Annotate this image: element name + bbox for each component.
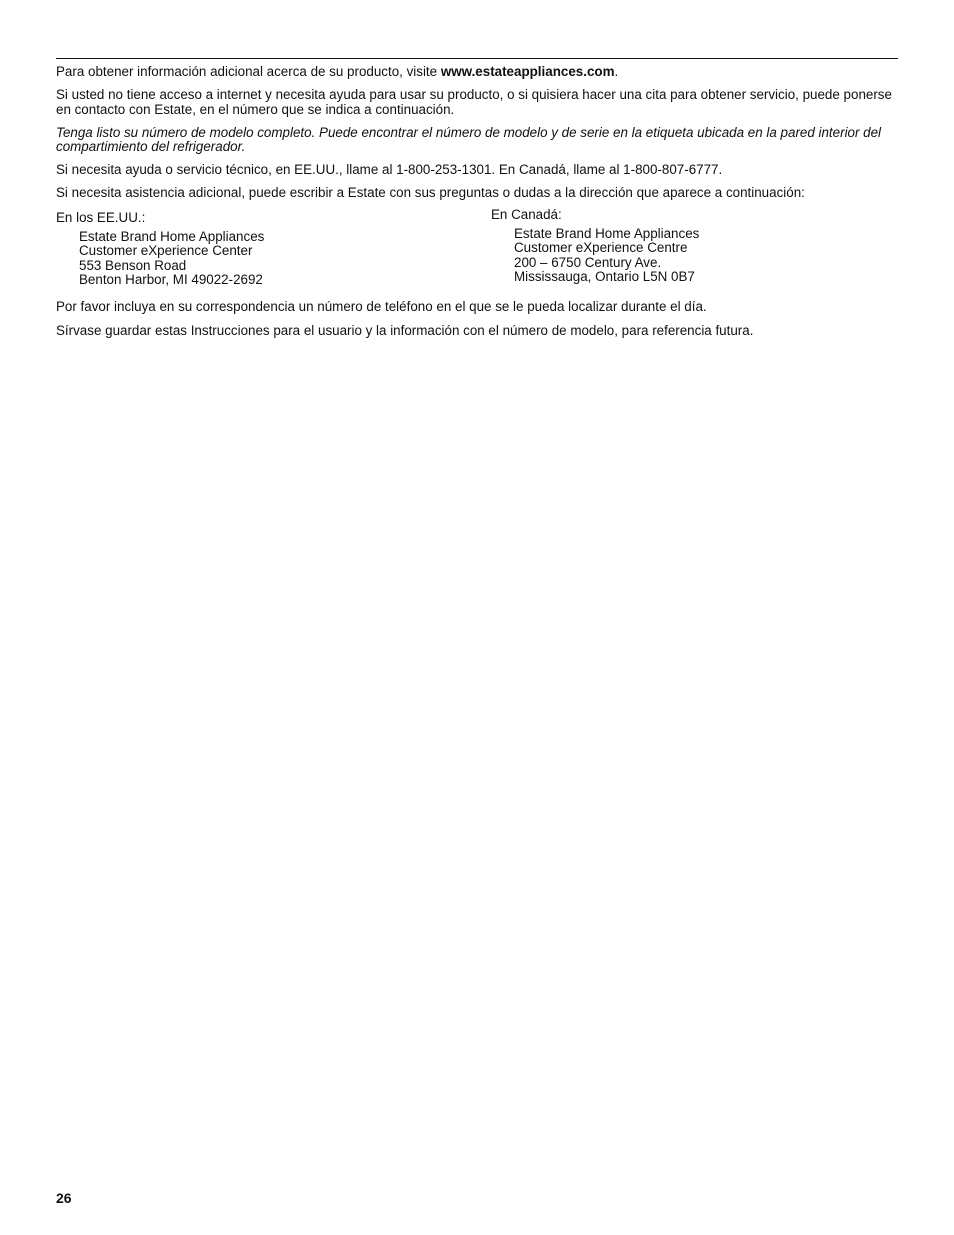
address-canada-line: Mississauga, Ontario L5N 0B7 (514, 269, 695, 285)
no-internet-paragraph: Si usted no tiene acceso a internet y necesita ayuda para usar su producto, o si quisiera hacer una cita para obtener servicio, puede ponerse en contacto con Estate, en el número que se indica a continuación. (56, 87, 892, 117)
address-us-line: Benton Harbor, MI 49022-2692 (79, 272, 263, 288)
save-instructions-paragraph: Sírvase guardar estas Instrucciones para el usuario y la información con el número de modelo, para referencia futura. (56, 322, 754, 338)
address-canada-heading: En Canadá: (491, 207, 562, 223)
intro-prefix: Para obtener información adicional acerca de su producto, visite (56, 64, 441, 79)
address-us-line: 553 Benson Road (79, 257, 187, 273)
address-us-line: Estate Brand Home Appliances (79, 228, 265, 244)
page-content (56, 65, 898, 347)
address-canada-lines (491, 227, 699, 285)
address-canada (491, 208, 699, 285)
address-us-heading: En los EE.UU.: (56, 210, 146, 226)
website-link[interactable]: www.estateappliances.com (440, 64, 615, 79)
write-help-paragraph: Si necesita asistencia adicional, puede escribir a Estate con sus preguntas o dudas a la dirección que aparece a continuación: (56, 185, 805, 201)
intro-paragraph (56, 65, 898, 80)
top-rule (56, 58, 898, 59)
model-note-paragraph: Tenga listo su número de modelo completo. Puede encontrar el número de modelo y de serie en la etiqueta ubicada en la pared interior del compartimiento del refrigerador. (56, 124, 882, 155)
address-us (56, 211, 264, 288)
intro-suffix: . (614, 64, 619, 79)
include-phone-paragraph: Por favor incluya en su correspondencia un número de teléfono en el que se le pueda localizar durante el día. (56, 299, 707, 315)
page-number: 26 (56, 1190, 72, 1206)
addresses (56, 209, 898, 294)
address-canada-line: Estate Brand Home Appliances (514, 225, 700, 241)
address-canada-line: Customer eXperience Centre (514, 240, 688, 256)
address-canada-line: 200 – 6750 Century Ave. (514, 254, 662, 270)
phone-help-paragraph: Si necesita ayuda o servicio técnico, en EE.UU., llame al 1-800-253-1301. En Canadá, llame al 1-800-807-6777. (56, 162, 723, 178)
address-us-line: Customer eXperience Center (79, 243, 253, 259)
address-us-lines (56, 230, 264, 288)
